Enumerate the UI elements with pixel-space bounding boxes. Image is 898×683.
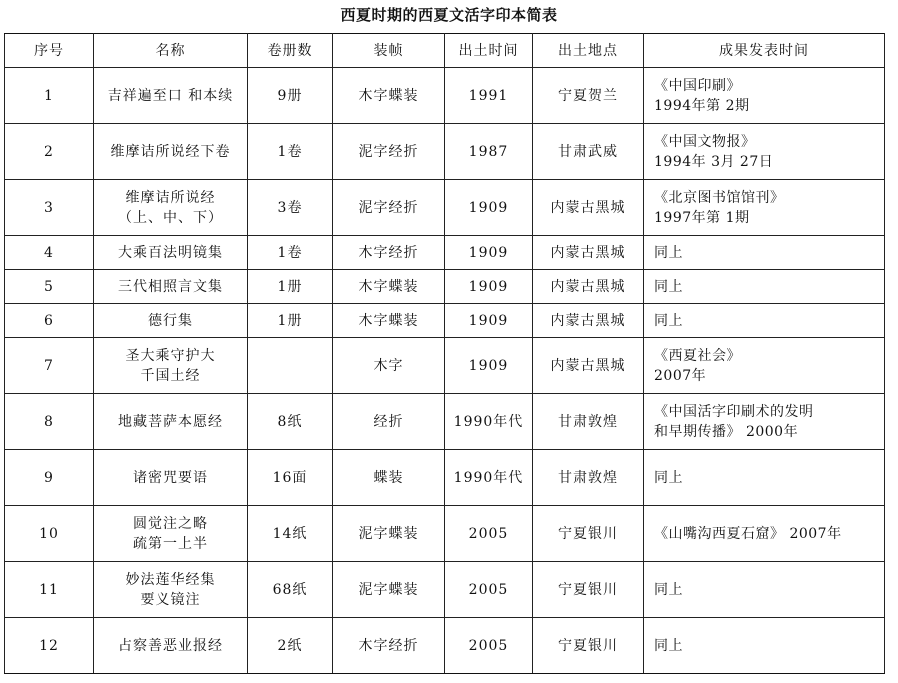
cell-name [94, 304, 248, 338]
cell-place: 甘肃敦煌 [533, 450, 644, 506]
cell-year: 1909 [445, 180, 533, 236]
cell-year: 1909 [445, 270, 533, 304]
cell-name [94, 124, 248, 180]
cell-name [94, 68, 248, 124]
header-binding: 装帧 [333, 34, 445, 68]
cell-place: 宁夏银川 [533, 506, 644, 562]
cell-result-line: 同上 [654, 581, 683, 598]
cell-place: 内蒙古黑城 [533, 304, 644, 338]
cell-result [644, 124, 885, 180]
cell-result-line: 同上 [654, 244, 683, 261]
cell-name-line: 妙法莲华经集 [125, 571, 216, 588]
cell-name-line: 诸密咒要语 [133, 469, 208, 486]
cell-name-line: （上、中、下） [118, 209, 223, 226]
cell-year: 1909 [445, 236, 533, 270]
cell-year: 1990年代 [445, 450, 533, 506]
cell-no: 11 [5, 562, 94, 618]
cell-result [644, 562, 885, 618]
table-row [5, 618, 885, 674]
table-row [5, 304, 885, 338]
cell-year: 1987 [445, 124, 533, 180]
cell-result-line: 《中国印刷》 [654, 77, 741, 94]
cell-result-line: 《西夏社会》 [654, 347, 741, 364]
cell-result [644, 68, 885, 124]
cell-binding: 木字蝶装 [333, 68, 445, 124]
cell-result-line: 和早期传播》 2000年 [654, 423, 799, 440]
cell-place: 甘肃敦煌 [533, 394, 644, 450]
cell-count: 1册 [248, 304, 333, 338]
cell-name-line: 地藏菩萨本愿经 [118, 413, 223, 430]
cell-result [644, 270, 885, 304]
cell-result [644, 304, 885, 338]
cell-year: 2005 [445, 562, 533, 618]
cell-binding: 泥字蝶装 [333, 562, 445, 618]
cell-result [644, 180, 885, 236]
cell-result-line: 同上 [654, 278, 683, 295]
header-year: 出土时间 [445, 34, 533, 68]
cell-place: 内蒙古黑城 [533, 180, 644, 236]
cell-name [94, 450, 248, 506]
cell-binding: 泥字蝶装 [333, 506, 445, 562]
header-result: 成果发表时间 [644, 34, 885, 68]
cell-count: 3卷 [248, 180, 333, 236]
cell-no: 10 [5, 506, 94, 562]
cell-year: 1909 [445, 338, 533, 394]
cell-result-line: 1994年第 2期 [654, 97, 750, 114]
cell-count [248, 338, 333, 394]
cell-result [644, 394, 885, 450]
table-row [5, 180, 885, 236]
cell-count: 16面 [248, 450, 333, 506]
cell-result [644, 450, 885, 506]
cell-name-line: 三代相照言文集 [118, 278, 223, 295]
cell-name [94, 562, 248, 618]
cell-result [644, 506, 885, 562]
cell-name [94, 506, 248, 562]
cell-name-line: 占察善恶业报经 [118, 637, 223, 654]
cell-name-line: 德行集 [148, 312, 193, 329]
cell-result-line: 同上 [654, 312, 683, 329]
cell-name-line: 大乘百法明镜集 [118, 244, 223, 261]
table-body [5, 68, 885, 674]
table-row [5, 236, 885, 270]
cell-binding: 泥字经折 [333, 124, 445, 180]
cell-count: 68纸 [248, 562, 333, 618]
cell-count: 2纸 [248, 618, 333, 674]
cell-name-line: 要义镜注 [140, 591, 201, 608]
cell-result-line: 1994年 3月 27日 [654, 153, 774, 170]
table-row [5, 450, 885, 506]
table-row [5, 338, 885, 394]
cell-no: 4 [5, 236, 94, 270]
cell-binding: 木字蝶装 [333, 304, 445, 338]
cell-result [644, 618, 885, 674]
cell-result-line: 《北京图书馆馆刊》 [654, 189, 785, 206]
cell-place: 甘肃武威 [533, 124, 644, 180]
cell-year: 1990年代 [445, 394, 533, 450]
table-row [5, 394, 885, 450]
header-count: 卷册数 [248, 34, 333, 68]
header-place: 出土地点 [533, 34, 644, 68]
cell-binding: 木字经折 [333, 618, 445, 674]
cell-no: 2 [5, 124, 94, 180]
cell-name [94, 338, 248, 394]
cell-year: 1909 [445, 304, 533, 338]
cell-name-line: 吉祥遍至口 和本续 [107, 87, 234, 104]
cell-name-line: 维摩诘所说经 [125, 189, 216, 206]
cell-count: 8纸 [248, 394, 333, 450]
cell-place: 宁夏银川 [533, 562, 644, 618]
cell-binding: 经折 [333, 394, 445, 450]
cell-count: 9册 [248, 68, 333, 124]
cell-result-line: 《中国文物报》 [654, 133, 756, 150]
cell-name [94, 236, 248, 270]
cell-binding: 泥字经折 [333, 180, 445, 236]
cell-name [94, 394, 248, 450]
cell-year: 2005 [445, 506, 533, 562]
cell-binding: 木字经折 [333, 236, 445, 270]
cell-result-line: 《中国活字印刷术的发明 [654, 403, 814, 420]
cell-result-line: 2007年 [654, 367, 707, 384]
table-title: 西夏时期的西夏文活字印本简表 [340, 6, 558, 24]
cell-year: 2005 [445, 618, 533, 674]
cell-binding: 木字 [333, 338, 445, 394]
header-row [5, 34, 885, 68]
table-row [5, 562, 885, 618]
cell-result-line: 1997年第 1期 [654, 209, 750, 226]
cell-no: 1 [5, 68, 94, 124]
cell-no: 3 [5, 180, 94, 236]
cell-name-line: 维摩诘所说经下卷 [110, 143, 231, 160]
cell-binding: 蝶装 [333, 450, 445, 506]
cell-name [94, 270, 248, 304]
data-table [4, 33, 885, 674]
cell-no: 8 [5, 394, 94, 450]
cell-name [94, 618, 248, 674]
cell-count: 1册 [248, 270, 333, 304]
cell-place: 内蒙古黑城 [533, 270, 644, 304]
cell-place: 宁夏贺兰 [533, 68, 644, 124]
cell-name-line: 疏第一上半 [133, 535, 208, 552]
header-no: 序号 [5, 34, 94, 68]
table-row [5, 124, 885, 180]
cell-no: 5 [5, 270, 94, 304]
cell-result-line: 《山嘴沟西夏石窟》 2007年 [654, 525, 842, 542]
table-row [5, 68, 885, 124]
cell-result [644, 338, 885, 394]
cell-year: 1991 [445, 68, 533, 124]
cell-name-line: 圣大乘守护大 [125, 347, 216, 364]
cell-no: 12 [5, 618, 94, 674]
cell-binding: 木字蝶装 [333, 270, 445, 304]
cell-count: 1卷 [248, 236, 333, 270]
table-row [5, 270, 885, 304]
header-name: 名称 [94, 34, 248, 68]
cell-no: 9 [5, 450, 94, 506]
cell-name-line: 圆觉注之略 [133, 515, 208, 532]
cell-place: 内蒙古黑城 [533, 338, 644, 394]
cell-result-line: 同上 [654, 637, 683, 654]
cell-no: 6 [5, 304, 94, 338]
cell-count: 14纸 [248, 506, 333, 562]
cell-name [94, 180, 248, 236]
cell-name-line: 千国土经 [140, 367, 201, 384]
cell-place: 内蒙古黑城 [533, 236, 644, 270]
cell-no: 7 [5, 338, 94, 394]
cell-place: 宁夏银川 [533, 618, 644, 674]
cell-result-line: 同上 [654, 469, 683, 486]
cell-count: 1卷 [248, 124, 333, 180]
table-row [5, 506, 885, 562]
cell-result [644, 236, 885, 270]
